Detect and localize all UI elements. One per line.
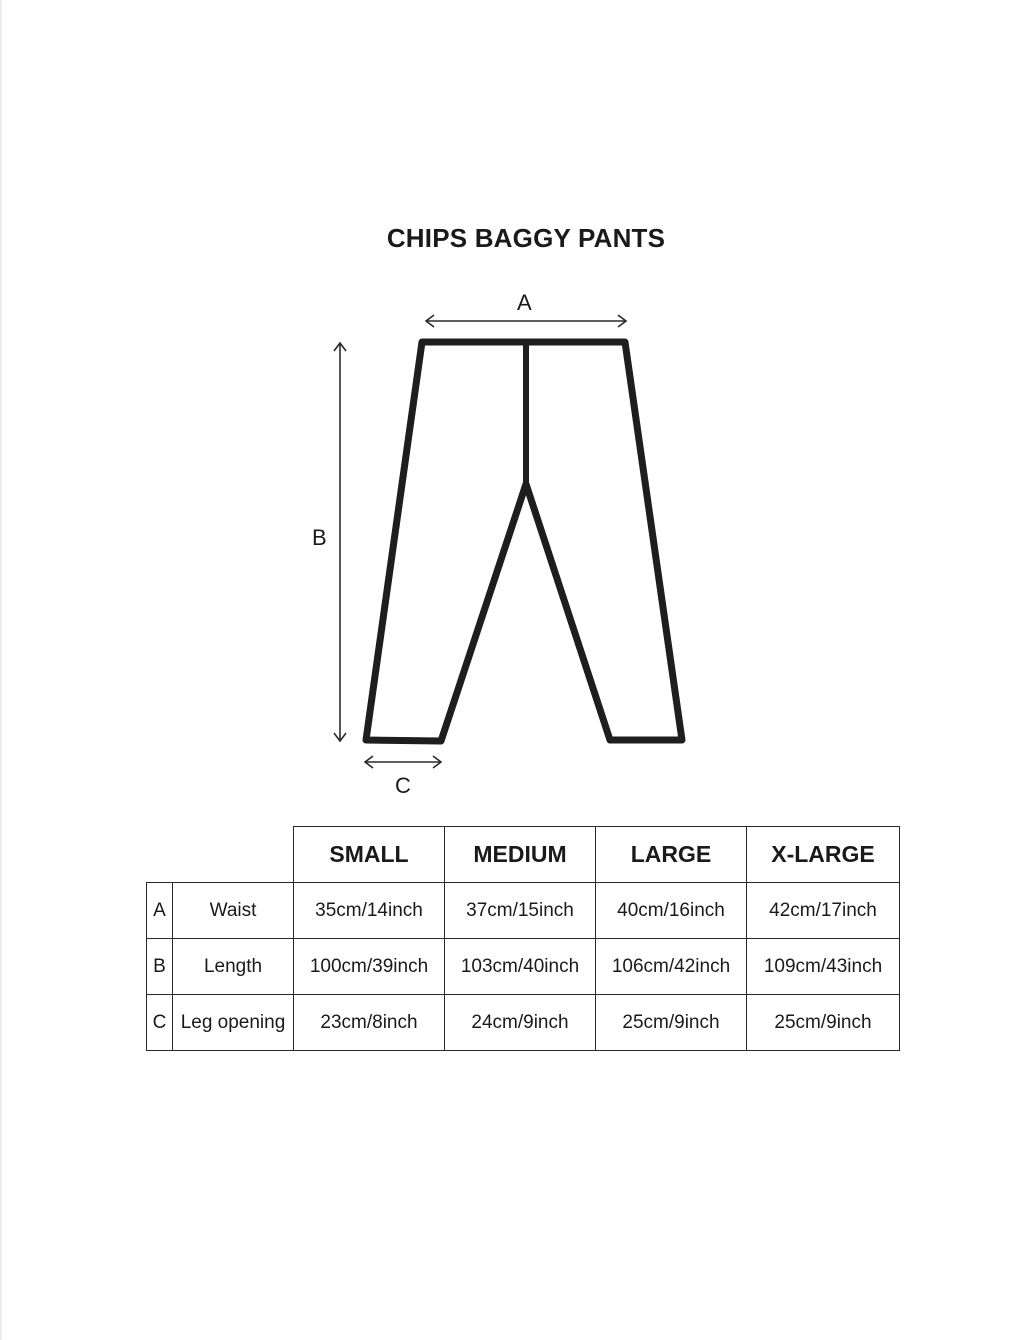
table-cell: 100cm/39inch [294,939,445,995]
length-dimension-arrow [334,343,346,741]
leg-opening-dimension-arrow [365,756,441,768]
dimension-label-b: B [312,525,327,550]
row-label: Waist [173,883,294,939]
table-cell: 106cm/42inch [596,939,747,995]
row-key: B [147,939,173,995]
size-header-small: SMALL [294,827,445,883]
table-cell: 37cm/15inch [445,883,596,939]
size-header-large: LARGE [596,827,747,883]
table-cell: 103cm/40inch [445,939,596,995]
empty-header-cell [173,827,294,883]
waist-dimension-arrow [426,315,626,327]
table-cell: 23cm/8inch [294,995,445,1051]
dimension-label-c: C [395,773,411,798]
table-row-length [147,939,900,995]
row-label: Length [173,939,294,995]
row-key: C [147,995,173,1051]
table-row-leg-opening [147,995,900,1051]
table-cell: 109cm/43inch [747,939,900,995]
dimension-label-a: A [517,290,532,315]
table-header-row [147,827,900,883]
size-chart-table [146,826,900,1051]
table-row-waist [147,883,900,939]
table-cell: 25cm/9inch [747,995,900,1051]
table-cell: 25cm/9inch [596,995,747,1051]
row-label: Leg opening [173,995,294,1051]
size-header-medium: MEDIUM [445,827,596,883]
size-header-x-large: X-LARGE [747,827,900,883]
table-cell: 24cm/9inch [445,995,596,1051]
page-title: CHIPS BAGGY PANTS [386,223,666,253]
table-cell: 42cm/17inch [747,883,900,939]
table-cell: 40cm/16inch [596,883,747,939]
table-cell: 35cm/14inch [294,883,445,939]
row-key: A [147,883,173,939]
empty-header-cell [147,827,173,883]
